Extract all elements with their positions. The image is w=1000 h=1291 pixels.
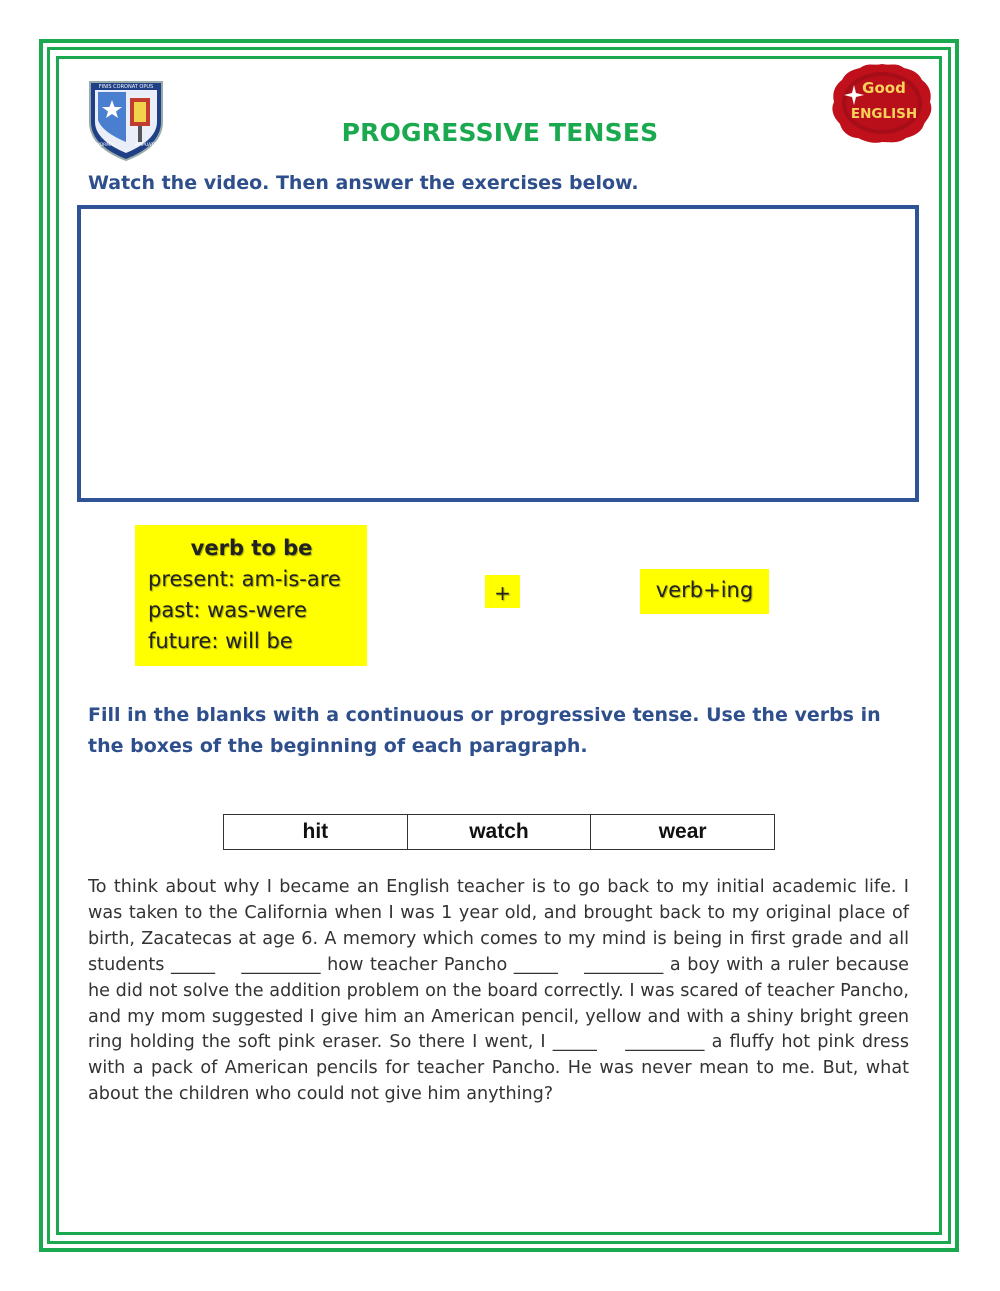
crest-left-label: NORMAL <box>96 143 116 148</box>
paragraph-text: a boy with a ruler because he did not solve the addition problem on the board correctly. I was scared of teacher Pancho, and my mom suggested I give him an American pencil, yellow and with a shiny bright green ring holding the soft pink eraser. So there I went, I <box>88 954 909 1053</box>
story-paragraph <box>88 875 909 1108</box>
word-bank-watch: watch <box>407 815 591 850</box>
blank-3[interactable]: _____ _________ <box>552 1032 705 1053</box>
blank-2[interactable]: _____ _________ <box>513 954 664 975</box>
crest-motto: FINIS CORONAT OPUS <box>98 84 154 90</box>
present-forms: present: am-is-are <box>148 567 341 591</box>
fill-instruction: Fill in the blanks with a continuous or progressive tense. Use the verbs in the boxes of the beginning of each paragraph. <box>88 704 881 757</box>
paragraph-text: how teacher Pancho <box>320 954 514 975</box>
paragraph-text: a fluffy hot pink dress with a pack of American pencils for teacher Pancho. He was never mean to me. But, what about the children who could not give him anything? <box>88 1032 910 1105</box>
seal-word-good: Good <box>862 79 906 97</box>
verb-to-be-box <box>135 525 367 666</box>
future-forms: future: will be <box>148 629 293 653</box>
verb-ing-box: verb+ing <box>640 569 769 614</box>
seal-word-english: ENGLISH <box>850 106 918 122</box>
word-bank-wear: wear <box>591 815 775 850</box>
plus-sign: + <box>485 575 520 608</box>
word-bank-hit: hit <box>224 815 408 850</box>
verb-to-be-title: verb to be <box>190 536 313 560</box>
video-instruction: Watch the video. Then answer the exercises below. <box>88 172 639 194</box>
word-bank-table <box>223 814 775 850</box>
paragraph-text: To think about why I became an English teacher is to go back to my initial academic life. I was taken to the California when I was 1 year old, and brought back to my original place of birth, Zacatecas at age 6. A memory which comes to my mind is being in first grade and all students <box>88 877 909 975</box>
page-title: PROGRESSIVE TENSES <box>341 118 659 147</box>
crest-right-label: IRAPUATO <box>134 143 158 148</box>
video-player[interactable] <box>77 205 919 502</box>
past-forms: past: was-were <box>148 598 307 622</box>
blank-1[interactable]: _____ _________ <box>171 954 321 975</box>
